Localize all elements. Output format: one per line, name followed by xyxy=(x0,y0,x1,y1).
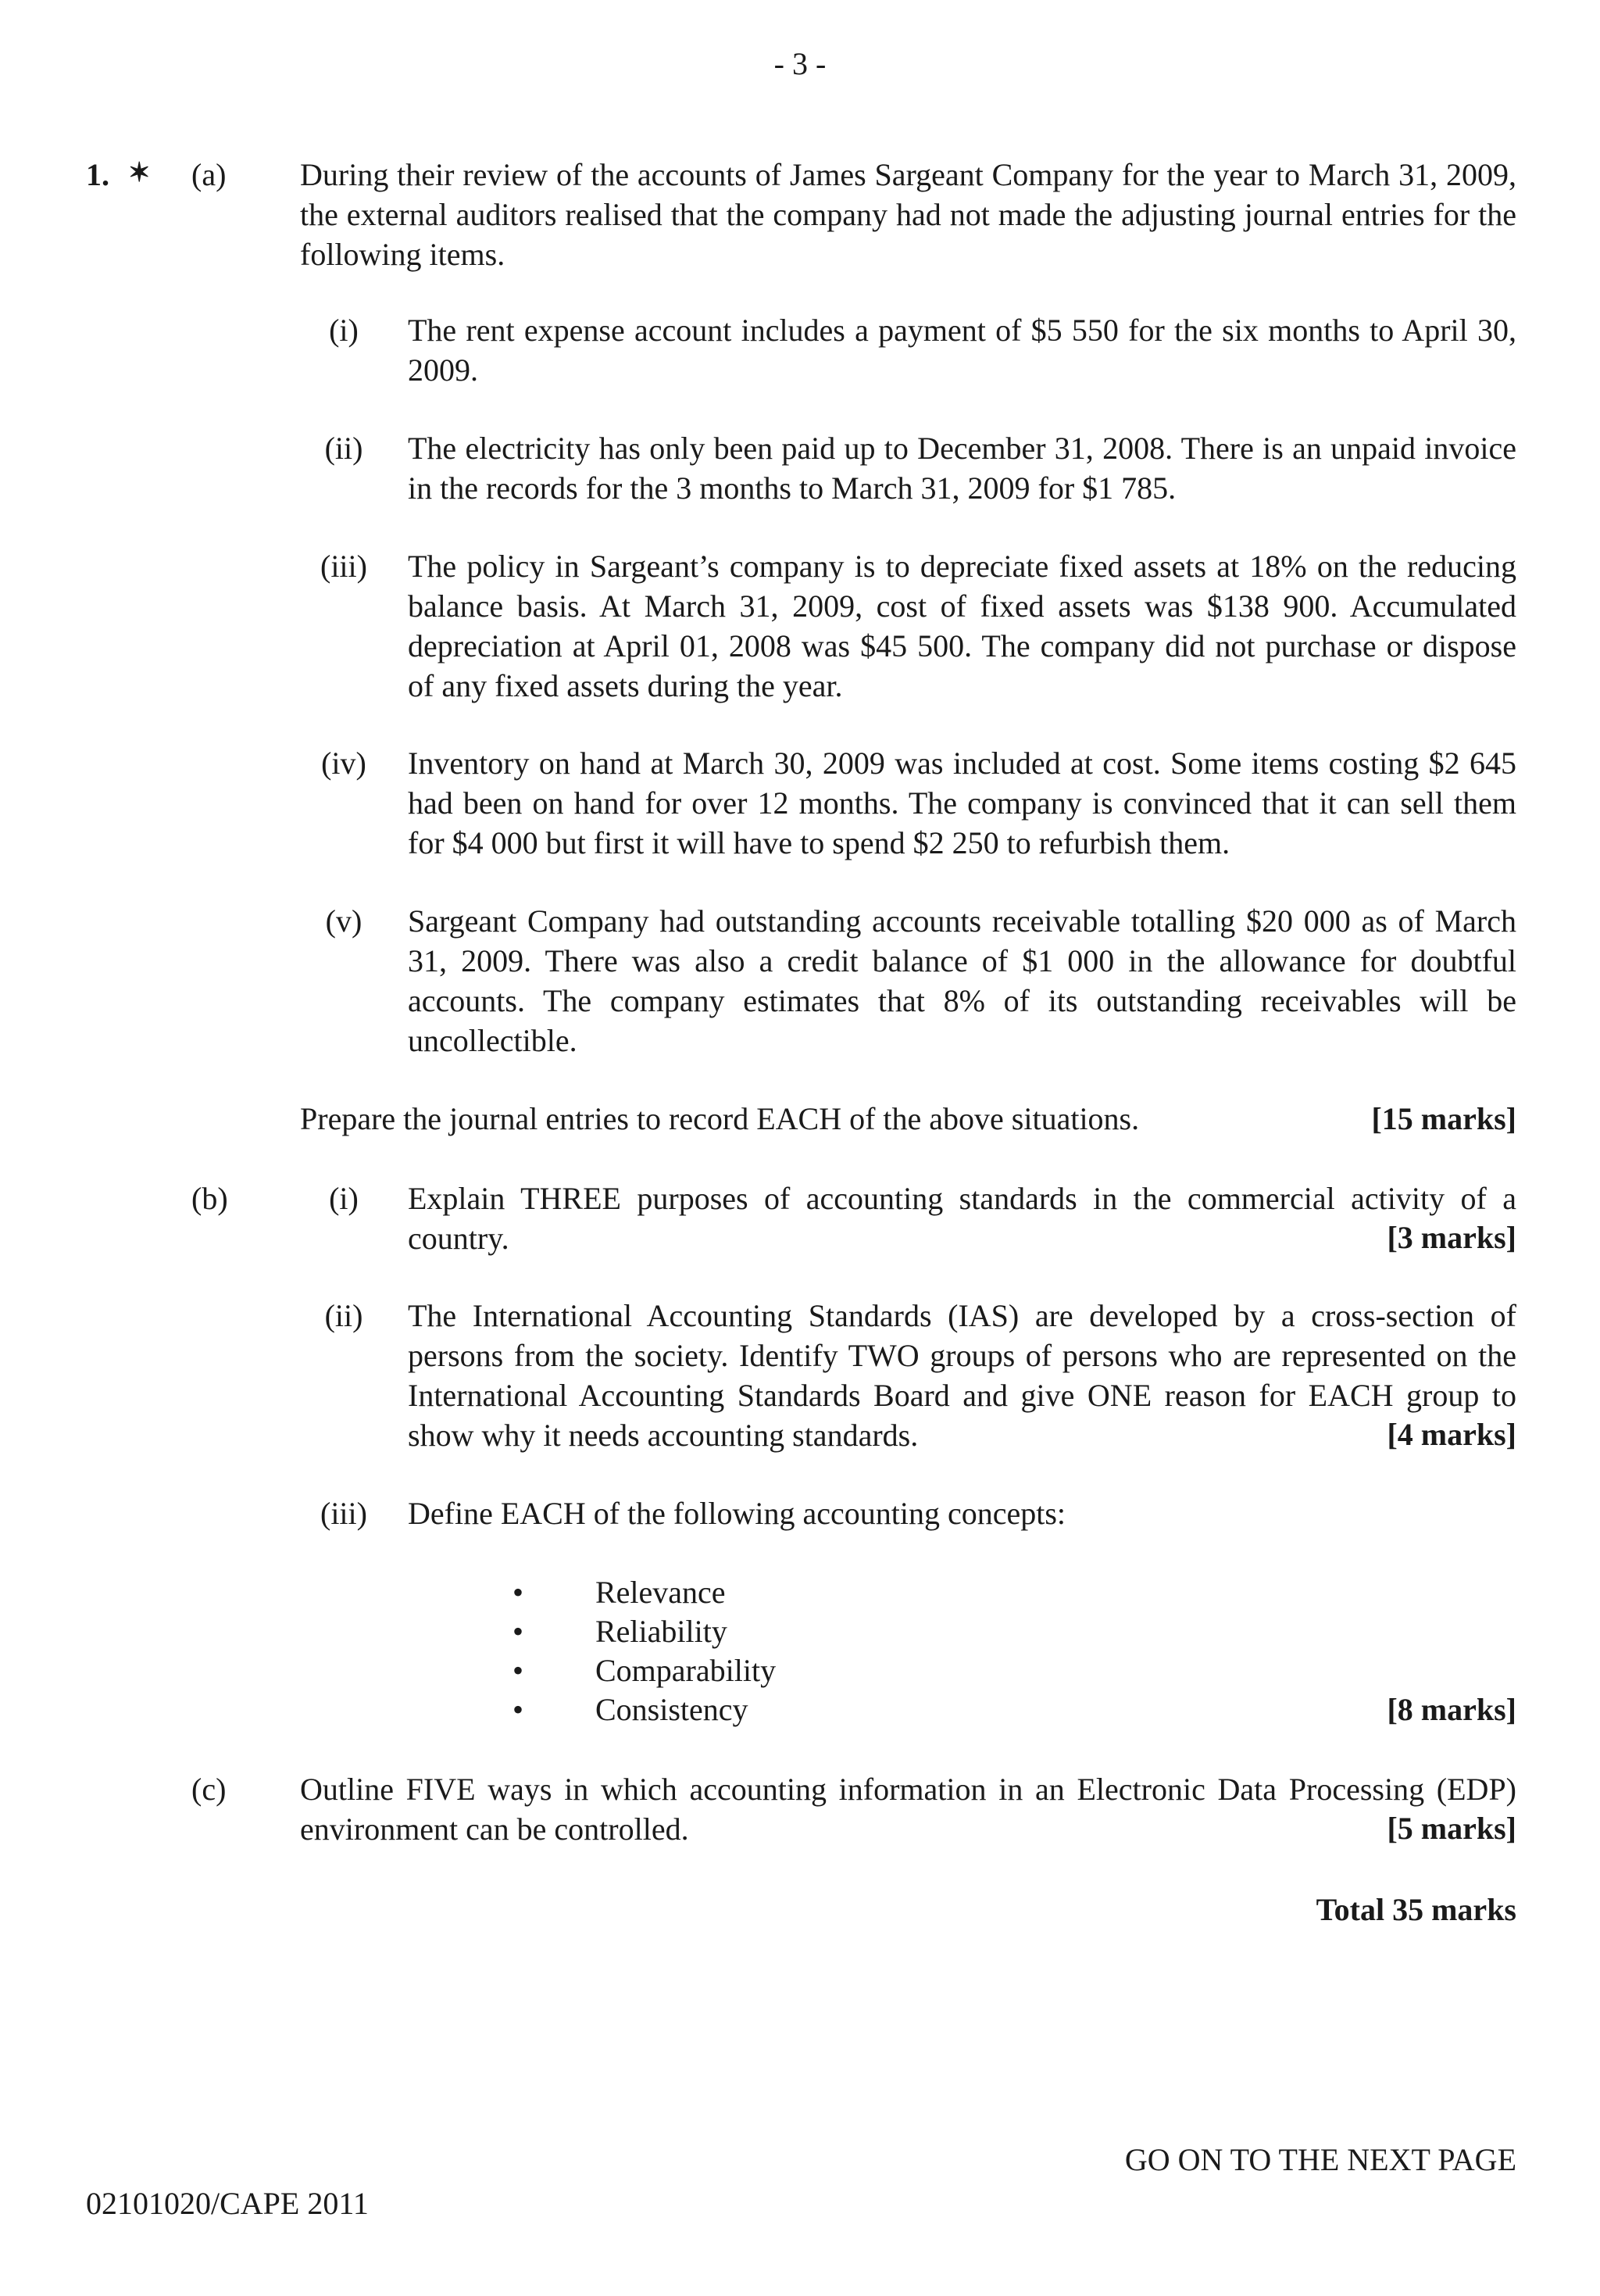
bullet-icon: • xyxy=(512,1575,524,1610)
part-b-ii-label: (ii) xyxy=(324,1298,363,1333)
part-b-label: (b) xyxy=(191,1181,228,1216)
total-marks: Total 35 marks xyxy=(1316,1892,1516,1927)
part-c-marks: [5 marks] xyxy=(1387,1811,1516,1846)
part-a-instruction: Prepare the journal entries to record EACH of the above situations. xyxy=(300,1101,1140,1136)
page-number: - 3 - xyxy=(773,46,827,81)
part-a-item-5-text: Sargeant Company had outstanding accounts receivable totalling $20 000 as of March 31, 2009. There was also a credit balance of $1 000 in the allowance for doubtful accounts. The company estimates that 8% of its outstanding receivables will be uncollectible. xyxy=(408,903,1516,1058)
part-b-ii-marks: [4 marks] xyxy=(1387,1417,1516,1452)
part-b-i-marks: [3 marks] xyxy=(1387,1220,1516,1255)
part-a-item-5-label: (v) xyxy=(325,903,362,939)
part-a-label: (a) xyxy=(191,157,227,192)
part-a-item-4-text: Inventory on hand at March 30, 2009 was included at cost. Some items costing $2 645 had been on hand for over 12 months. The company is convinced that it can sell them for $4 000 but first it will have to spend $2 250 to refurbish them. xyxy=(408,746,1516,860)
part-b-i-label: (i) xyxy=(329,1181,359,1216)
question-number: 1. xyxy=(86,157,109,192)
part-a-item-4-label: (iv) xyxy=(321,746,366,781)
part-a-item-1-text: The rent expense account includes a payment of $5 550 for the six months to April 30, 2009. xyxy=(408,313,1516,388)
part-b-iii-text: Define EACH of the following accounting concepts: xyxy=(408,1496,1066,1531)
part-a-marks: [15 marks] xyxy=(1371,1101,1516,1136)
concept-consistency: Consistency xyxy=(595,1692,748,1727)
part-a-intro: During their review of the accounts of James Sargeant Company for the year to March 31, 2009, the external auditors realised that the company had not made the adjusting journal entries for the following items. xyxy=(300,157,1516,272)
part-b-iii-label: (iii) xyxy=(320,1496,367,1531)
handwritten-tick-mark: ✶ xyxy=(128,159,151,188)
paper-code: 02101020/CAPE 2011 xyxy=(86,2186,369,2221)
part-a-item-3-label: (iii) xyxy=(320,549,367,584)
part-a-item-2-text: The electricity has only been paid up to December 31, 2008. There is an unpaid invoice in the records for the 3 months to March 31, 2009 for $1 785. xyxy=(408,431,1516,506)
part-c-text: Outline FIVE ways in which accounting information in an Electronic Data Processing (EDP) environment can be controlled. xyxy=(300,1772,1516,1847)
part-a-item-3-text: The policy in Sargeant’s company is to depreciate fixed assets at 18% on the reducing balance basis. At March 31, 2009, cost of fixed assets was $138 900. Accumulated depreciation at April 01, 2008 was $45 500. The company did not purchase or dispose of any fixed assets during the year. xyxy=(408,549,1516,703)
part-b-iii-marks: [8 marks] xyxy=(1387,1692,1516,1727)
concept-reliability: Reliability xyxy=(595,1614,727,1649)
next-page-notice: GO ON TO THE NEXT PAGE xyxy=(1124,2142,1516,2177)
part-a-item-1-label: (i) xyxy=(329,313,359,348)
concept-comparability: Comparability xyxy=(595,1653,777,1688)
concept-relevance: Relevance xyxy=(595,1575,726,1610)
part-b-i-text: Explain THREE purposes of accounting standards in the commercial activity of a country. xyxy=(408,1181,1516,1256)
bullet-icon: • xyxy=(512,1614,524,1649)
part-c-label: (c) xyxy=(191,1772,227,1807)
bullet-icon: • xyxy=(512,1692,524,1727)
part-b-ii-text: The International Accounting Standards (IAS) are developed by a cross-section of persons from the society. Identify TWO groups of persons who are represented on the International Accounting Standards Board and give ONE reason for EACH group to show why it needs accounting standards. xyxy=(408,1298,1516,1453)
bullet-icon: • xyxy=(512,1653,524,1688)
part-a-item-2-label: (ii) xyxy=(324,431,363,466)
